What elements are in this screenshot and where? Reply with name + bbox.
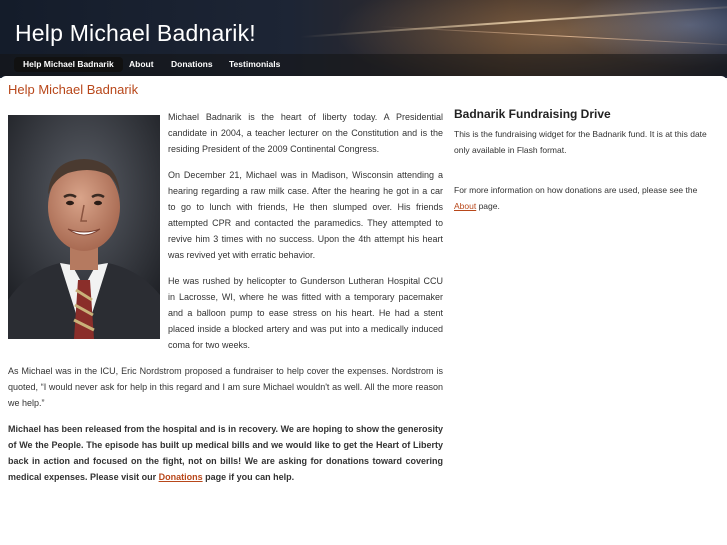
site-header [0, 0, 727, 78]
nav-item-home[interactable]: Help Michael Badnarik [14, 57, 123, 72]
nav-item-testimonials[interactable]: Testimonials [229, 59, 281, 69]
hospital-paragraph: He was rushed by helicopter to Gunderson Lutheran Hospital CCU in Lacrosse, WI, where he was fitted with a temporary pacemaker and a balloon pump to ease stress on his heart. He had a stent placed inside a blocked artery and was put into a medically induced coma for two weeks. [168, 276, 443, 350]
recovery-text-end: page if you can help. [202, 472, 295, 482]
sidebar [454, 106, 710, 238]
donations-link[interactable]: Donations [158, 472, 203, 482]
recovery-text: Michael has been released from the hospital and is in recovery. We are hoping to show the generosity of We the People. The episode has built up medical bills and we would like to get the Heart of Liberty back in action and focused on the fight, not on bills! We are asking for donations toward covering medical expenses. Please visit our [8, 424, 443, 482]
donation-info-text [454, 182, 710, 214]
portrait-illustration [8, 115, 160, 339]
fundraising-widget-text: This is the fundraising widget for the Badnarik fund. It is at this date only available in Flash format. [454, 129, 707, 155]
incident-paragraph: On December 21, Michael was in Madison, Wisconsin attending a hearing regarding a raw milk case. After the hearing he got in a car to go to lunch with friends, He then slumped over. His friends attempted CPR and contacted the paramedics. They attempted to revive him 3 times with no success. Upon the 4th attempt his heart was revived yet with erratic behavior. [168, 170, 443, 260]
main-nav [0, 54, 727, 76]
nav-item-about[interactable]: About [129, 59, 154, 69]
recovery-paragraph [8, 421, 443, 485]
fundraiser-paragraph: As Michael was in the ICU, Eric Nordstrom proposed a fundraiser to help cover the expenses. Nordstrom is quoted, “I would never ask for help in this regard and I am sure Michael wouldn't as well. All the more reason we help.” [8, 366, 443, 408]
main-column [8, 109, 443, 495]
site-title[interactable]: Help Michael Badnarik! [15, 20, 256, 46]
intro-paragraph: Michael Badnarik is the heart of liberty today. A Presidential candidate in 2004, a teacher lecturer on the Constitution and is the residing President of the 2009 Continental Congress. [168, 112, 443, 154]
portrait-photo [8, 115, 160, 339]
page-title: Help Michael Badnarik [8, 82, 139, 97]
donation-info-end: page. [476, 201, 500, 211]
about-link[interactable]: About [454, 201, 477, 211]
sidebar-title: Badnarik Fundraising Drive [454, 107, 611, 121]
donation-info-start: For more information on how donations are used, please see the [454, 185, 698, 195]
content-area [0, 76, 727, 545]
nav-item-donations[interactable]: Donations [171, 59, 213, 69]
